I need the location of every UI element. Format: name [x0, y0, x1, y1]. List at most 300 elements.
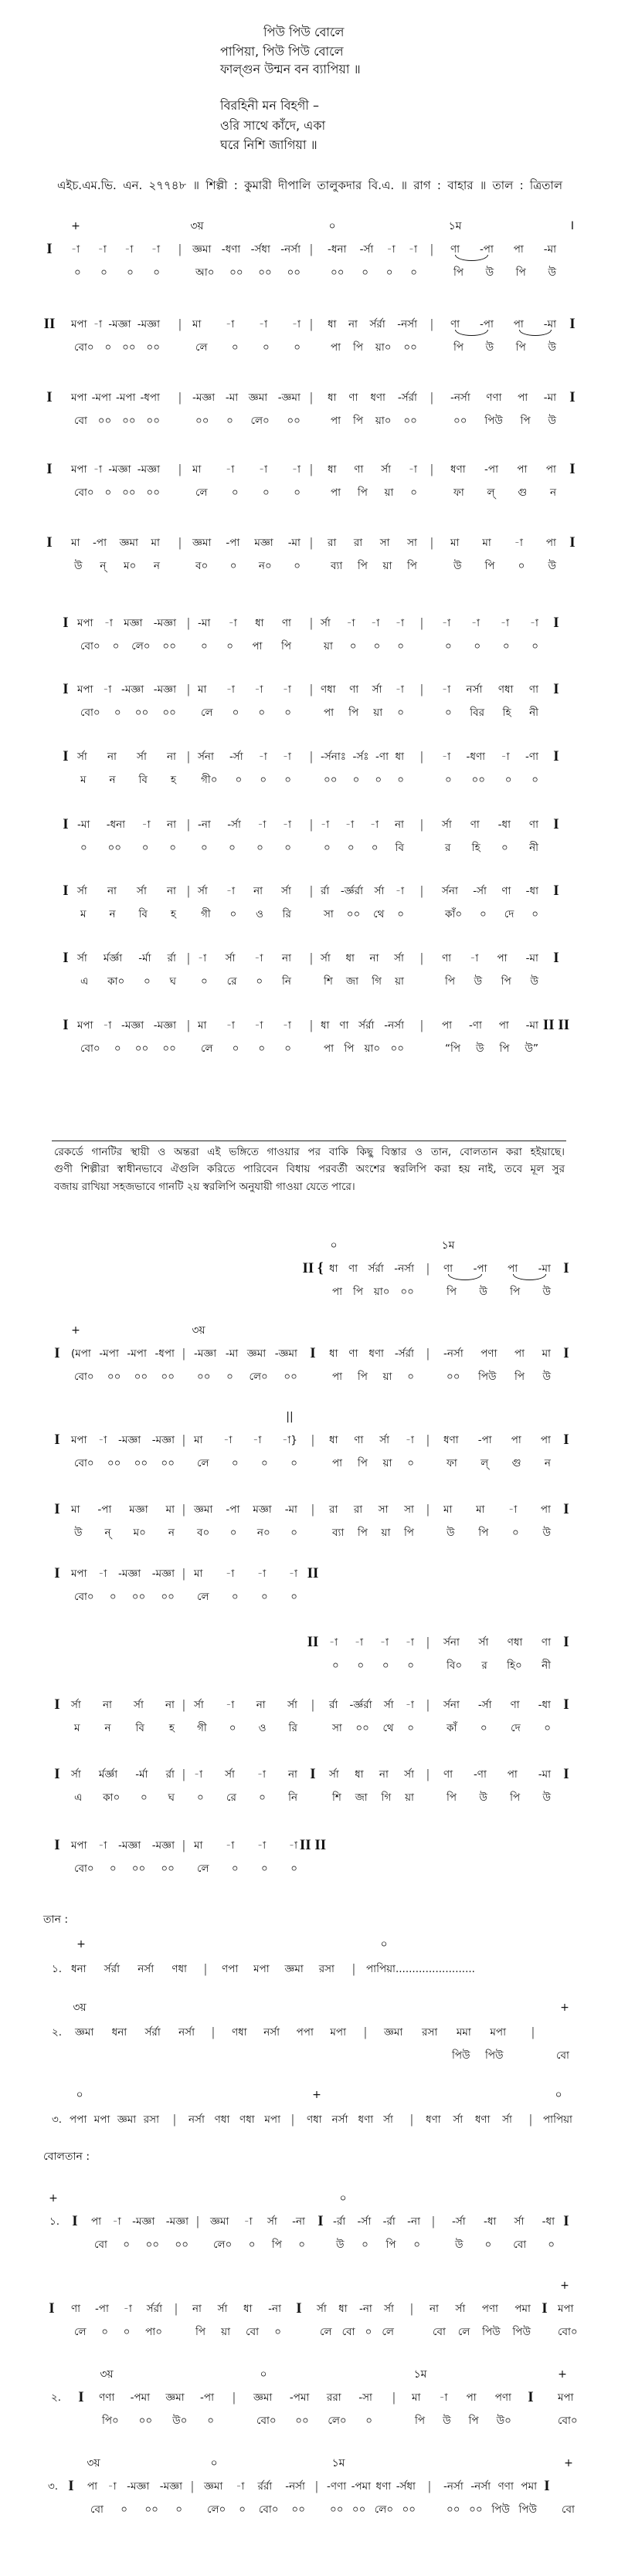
lyric-syllable: পি	[352, 415, 363, 427]
note: -র্রা	[382, 2215, 396, 2228]
section-bar: I	[569, 534, 576, 551]
lyric-syllable: পা	[332, 1457, 343, 1469]
note: -া	[236, 2480, 245, 2493]
lyric-syllable: ০০	[390, 1042, 404, 1055]
lyric-syllable: ০	[397, 707, 404, 719]
lyric-syllable: ০০	[471, 774, 486, 786]
song-lyric-line: ফাল্গুন উন্মন বন ব্যাপিয়া ॥	[220, 62, 361, 76]
beat-divider: |	[178, 390, 182, 405]
section-bar: I	[528, 2389, 534, 2405]
lyric-syllable: পি	[510, 1286, 521, 1298]
lyric-syllable: ০	[263, 341, 270, 354]
lyric-syllable: পিউ	[452, 2049, 470, 2062]
lyric-syllable: রে	[226, 975, 237, 988]
note-group	[329, 1501, 414, 1518]
note: -া	[386, 243, 396, 256]
note: -মজ্ঞা	[117, 1434, 141, 1446]
beat-divider: |	[310, 462, 313, 476]
note: ধা	[338, 2303, 348, 2315]
note-group	[198, 681, 291, 698]
note: -মপা	[116, 391, 136, 404]
lyric-syllable: হি	[502, 707, 511, 719]
note: -া	[282, 819, 291, 831]
lyric-syllable: উ	[443, 2415, 451, 2427]
note: -মজ্ঞা	[108, 463, 131, 476]
note: -া	[508, 1503, 518, 1516]
note: -মজ্ঞা	[127, 2480, 150, 2493]
note-paragraph-line: বজায় রাখিয়া সহজভাবে গানটি ২য় স্বরলিপি অনুযায়ী গাওয়া যেতে পারে।	[54, 1181, 355, 1193]
lyric-group	[201, 973, 291, 990]
note: র্সা	[77, 952, 87, 964]
note-group	[71, 534, 160, 551]
lyric-syllable: ন	[104, 1722, 111, 1734]
note-group	[204, 2478, 305, 2495]
lyric-syllable: ০০	[134, 1371, 148, 1383]
lyric-syllable: ০	[235, 774, 243, 786]
note: র্সা	[77, 751, 87, 763]
note: -র্সা	[357, 2215, 372, 2228]
lyric-syllable: উ	[548, 341, 556, 354]
lyric-syllable: য়া	[221, 2326, 231, 2338]
note: -মজ্ঞা	[151, 1434, 175, 1446]
lyric-syllable: পি	[478, 1527, 489, 1539]
note-group	[329, 1345, 414, 1362]
note: জ্ঞমা	[284, 1963, 304, 1975]
lyric-syllable: ০	[362, 266, 369, 279]
note: র্সা	[137, 751, 147, 763]
note: -া	[226, 885, 236, 897]
lyric-syllable: ০০	[134, 1042, 149, 1055]
lyric-syllable: ০	[407, 1457, 414, 1469]
note: না	[102, 1699, 112, 1711]
lyric-syllable: পি	[195, 2326, 206, 2338]
note: র্সা	[321, 952, 331, 964]
lyric-group	[445, 1040, 538, 1057]
lyric-group	[324, 704, 404, 721]
note-group	[71, 1696, 175, 1713]
note: -মজ্ঞা	[153, 617, 176, 629]
section-bar: I	[553, 883, 559, 899]
lyric-syllable: য়া	[405, 1791, 414, 1804]
note: রসা	[421, 2026, 438, 2039]
note: মপা	[71, 1839, 87, 1852]
lyric-syllable: য়া	[324, 640, 333, 652]
note: জ্ঞমা	[192, 537, 212, 549]
note: -ণা	[473, 1768, 487, 1781]
lyric-group	[80, 839, 176, 856]
beat-divider: |	[182, 1566, 185, 1581]
note: না	[282, 952, 291, 964]
lyric-syllable: ০০	[162, 707, 176, 719]
note: ধনা	[71, 1963, 87, 1975]
note: জ্ঞমা	[117, 2113, 137, 2126]
section-bar: I	[563, 1696, 569, 1713]
beat-divider: |	[432, 2214, 435, 2229]
lyric-syllable: ০০	[197, 1371, 211, 1383]
note-group	[321, 816, 404, 833]
lyric-syllable: র	[445, 842, 451, 854]
lyric-syllable: শি	[332, 1791, 341, 1804]
note: র্সা	[134, 1699, 144, 1711]
note-group	[442, 950, 538, 967]
note-group	[321, 883, 404, 900]
lyric-syllable: লে	[197, 1591, 209, 1603]
note: -র্সা	[227, 819, 241, 831]
note: -া	[226, 1019, 235, 1032]
lyric-syllable: ০	[531, 640, 538, 652]
lyric-syllable: ০	[109, 1863, 117, 1875]
note: ণণা	[486, 391, 502, 404]
note: পা	[514, 1347, 525, 1360]
lyric-group	[80, 1040, 176, 1057]
lyric-syllable: ০	[226, 415, 233, 427]
note: -নর্সা	[285, 2480, 305, 2493]
note: ধা	[355, 1768, 364, 1781]
lyric-syllable: ০	[445, 774, 452, 786]
beat-divider: |	[310, 390, 313, 405]
note: -র্মা	[135, 1768, 148, 1781]
note-group	[442, 615, 538, 632]
lyric-group	[447, 1720, 551, 1737]
note: -া	[288, 1839, 297, 1852]
section-bar: I	[54, 1432, 60, 1448]
beat-marker: ১ম	[441, 1239, 455, 1252]
lyric-syllable: ০০	[346, 908, 361, 920]
lyric-syllable: ন	[109, 774, 116, 786]
lyric-syllable: ০০	[258, 266, 272, 279]
lyric-syllable: ০	[123, 2239, 131, 2251]
note: মপা	[71, 463, 87, 476]
note-group	[99, 2389, 214, 2406]
lyric-syllable: ০	[518, 560, 525, 572]
beat-divider: |	[310, 749, 313, 764]
lyric-syllable: ০	[365, 2415, 372, 2427]
beat-marker: ০	[330, 1239, 338, 1252]
note-group	[329, 1432, 414, 1449]
lyric-group	[195, 264, 301, 281]
lyric-syllable: য়া০	[375, 415, 392, 427]
lyric-syllable: পা	[252, 640, 263, 652]
note: -া	[226, 318, 235, 330]
lyric-syllable: ০	[397, 774, 404, 786]
note: র্সনা	[443, 1636, 460, 1649]
note: -া	[395, 885, 404, 897]
lyric-group	[201, 704, 291, 721]
lyric-syllable: নি	[288, 1791, 297, 1804]
note: র্সা	[198, 885, 208, 897]
section-bar: I	[563, 1345, 569, 1361]
lyric-syllable: ০	[263, 486, 270, 499]
lyric-syllable: ০	[201, 842, 208, 854]
lyric-syllable: বির	[470, 707, 485, 719]
lyric-syllable: ম	[74, 1722, 80, 1734]
section-bar: I	[54, 1696, 60, 1713]
note: পা	[507, 1768, 518, 1781]
note-group	[91, 2213, 188, 2230]
slur-mark	[513, 1274, 547, 1280]
lyric-syllable: বো	[246, 2326, 260, 2338]
tail-lyric: বো০	[558, 2415, 578, 2427]
beat-divider: |	[187, 682, 190, 697]
lyric-group	[80, 973, 176, 990]
lyric-group	[331, 412, 417, 429]
section-bar: I	[317, 2213, 324, 2229]
lyric-syllable: ০০	[284, 1371, 297, 1383]
note: ণা	[71, 2303, 81, 2315]
lyric-syllable: উ	[530, 975, 538, 988]
note: -া	[124, 243, 134, 256]
section-bar: I	[544, 2478, 550, 2494]
lyric-syllable: ০০	[403, 415, 417, 427]
beat-marker: ৩য়	[192, 1324, 205, 1337]
lyric-syllable: ন০	[256, 1527, 270, 1539]
lyric-syllable: ন০	[258, 560, 272, 572]
lyric-group	[445, 906, 538, 923]
note: -ধণা	[221, 243, 241, 256]
lyric-group	[447, 2501, 537, 2518]
note: ধা	[255, 617, 264, 629]
note: -ধা	[525, 885, 538, 897]
note-group	[71, 1837, 175, 1854]
note: -া	[256, 1768, 267, 1781]
note-group	[443, 1634, 551, 1651]
note: -া	[257, 1568, 267, 1580]
beat-marker: +	[49, 2192, 58, 2205]
note: -ধা	[542, 2215, 555, 2228]
note: ণধা	[507, 1636, 523, 1649]
beat-divider: |	[187, 1018, 190, 1032]
lyric-syllable: লে	[457, 2326, 470, 2338]
note: না	[107, 885, 117, 897]
lyric-syllable: ০০	[138, 2415, 153, 2427]
note: -মজ্ঞা	[151, 1839, 175, 1852]
lyric-syllable: ০	[169, 842, 176, 854]
lyric-group	[201, 771, 291, 788]
lyric-syllable: নী	[529, 707, 538, 719]
beat-divider: |	[310, 317, 313, 331]
note: র্সা	[77, 885, 87, 897]
note: রা	[329, 1503, 338, 1516]
note: র্সা	[384, 2303, 394, 2315]
lyric-syllable: কা০	[107, 975, 125, 988]
note: ধা	[328, 463, 337, 476]
note: -ণা	[375, 751, 389, 763]
lyric-syllable: ০	[239, 2503, 246, 2516]
lyric-syllable: ০	[231, 1591, 239, 1603]
lyric-syllable: উ	[542, 1527, 551, 1539]
note: জ্ঞমা	[253, 2391, 273, 2404]
note: মা	[476, 1503, 485, 1516]
note: সা	[407, 537, 417, 549]
note: র্সা	[502, 2113, 512, 2126]
lyric-syllable: উ	[447, 1527, 455, 1539]
note: মা	[412, 2391, 421, 2404]
note: -া	[259, 463, 268, 476]
note: -া	[500, 617, 510, 629]
note: -া	[470, 952, 479, 964]
note-group	[71, 1345, 175, 1362]
song-lyric-line: ঘরে নিশি জাগিয়া ॥	[220, 137, 317, 152]
lyric-group	[195, 2323, 281, 2340]
lyric-group	[445, 704, 538, 721]
note-group	[194, 1837, 297, 1854]
note: -া	[439, 2391, 448, 2404]
lyric-syllable: এ	[74, 1791, 83, 1804]
lyric-syllable: বো০	[80, 707, 100, 719]
note: -া	[258, 751, 267, 763]
section-bar: I	[553, 681, 559, 697]
lyric-syllable: বো০	[74, 1863, 94, 1875]
note: না	[192, 2303, 202, 2315]
note: -ধা	[538, 1699, 551, 1711]
beat-divider: |	[531, 2025, 535, 2039]
note: পা	[513, 318, 524, 330]
note: -মজ্ঞা	[192, 391, 216, 404]
beat-divider: |	[187, 615, 190, 630]
note: সা	[404, 1503, 414, 1516]
note: মপা	[330, 2026, 346, 2039]
note-group	[232, 2024, 346, 2041]
lyric-syllable: “পি	[445, 1042, 461, 1055]
lyric-syllable: ০০	[291, 2503, 305, 2516]
note: না	[167, 751, 176, 763]
lyric-syllable: ০	[231, 486, 239, 499]
note-group	[307, 2111, 393, 2128]
beat-marker: ০	[260, 2368, 267, 2381]
lyric-syllable: উ	[542, 1286, 551, 1298]
note-group	[192, 2300, 281, 2317]
lyric-syllable: ০	[229, 560, 237, 572]
note: র্সা	[137, 885, 147, 897]
lyric-syllable: ০০	[146, 415, 160, 427]
lyric-syllable: কা০	[103, 1791, 121, 1804]
lyric-group	[455, 2236, 555, 2253]
lyric-syllable: পা০	[145, 2326, 162, 2338]
beat-divider: |	[178, 462, 182, 476]
note: পা	[466, 2391, 477, 2404]
lyric-syllable: লে০	[250, 415, 270, 427]
note: -ধপা	[154, 1347, 175, 1360]
note: ধা	[328, 318, 337, 330]
lyric-syllable: ০	[480, 1722, 487, 1734]
note: ণা	[354, 1434, 364, 1446]
beat-divider: |	[173, 2112, 176, 2127]
beat-divider: |	[182, 1838, 185, 1852]
note: ণা	[348, 391, 358, 404]
note: -ধপা	[140, 391, 160, 404]
note: ধণা	[358, 2113, 374, 2126]
note: -মজ্ঞা	[159, 2480, 182, 2493]
lyric-group	[447, 1283, 551, 1300]
note: না	[288, 1768, 297, 1781]
lyric-syllable: দে	[511, 1722, 521, 1734]
note: র্সা	[453, 2113, 464, 2126]
note: -া	[226, 1699, 235, 1711]
section-bar: I	[563, 2213, 569, 2229]
note-group	[194, 1565, 297, 1582]
note: -র্জ্ঞর্রা	[349, 1699, 372, 1711]
note: -া	[291, 463, 301, 476]
note: ধণা	[370, 391, 385, 404]
lyric-syllable: হি০	[507, 1659, 522, 1672]
lyric-syllable: উ	[476, 1042, 484, 1055]
lyric-syllable: ০	[445, 707, 452, 719]
section-bar: I	[563, 1634, 569, 1650]
lyric-syllable: বো০	[80, 640, 100, 652]
lyric-syllable: ০০	[107, 842, 122, 854]
note: -মজ্ঞা	[137, 463, 160, 476]
note-group	[328, 241, 417, 258]
note-group	[71, 316, 160, 333]
lyric-syllable: ০০	[229, 266, 243, 279]
note: পা	[511, 1434, 521, 1446]
note: -পা	[97, 1503, 112, 1516]
lyric-syllable: ০	[100, 266, 107, 279]
note: জ্ঞমা	[246, 1347, 267, 1360]
lyric-syllable: ০	[231, 341, 239, 354]
note-group	[222, 1961, 334, 1978]
note: -ধণা	[466, 751, 486, 763]
lyric-syllable: ০০	[324, 774, 338, 786]
lyric-group	[445, 839, 538, 856]
record-info: এইচ.এম.ভি. এন. ২৭৭৪৮ ॥ শিল্পী : কুমারী দীপালি তালুকদার বি.এ. ॥ রাগ : বাহার ॥ তাল : ত্রিতাল	[57, 178, 562, 192]
note: ধা	[329, 1347, 338, 1360]
lyric-syllable: বি০	[447, 1659, 463, 1672]
beat-divider: |	[310, 682, 313, 697]
beat-divider: |	[430, 317, 433, 331]
lyric-syllable: ০০	[402, 2503, 416, 2516]
lyric-syllable: ০	[324, 842, 331, 854]
note: -মজ্ঞা	[121, 683, 144, 696]
note: ধণা	[426, 2113, 441, 2126]
note: মপা	[71, 391, 87, 404]
note-group	[188, 2111, 280, 2128]
taan-number: ২.	[52, 2026, 63, 2039]
lyric-syllable: হ	[170, 908, 176, 920]
lyric-group	[195, 412, 301, 429]
note: জ্ঞমা	[194, 1503, 213, 1516]
lyric-group	[453, 412, 556, 429]
lyric-syllable: বো০	[80, 1042, 100, 1055]
note: ধণা	[474, 2113, 491, 2126]
lyric-syllable: পি	[357, 1527, 368, 1539]
note-group	[329, 1696, 414, 1713]
note-group	[198, 615, 291, 632]
note: ধা	[345, 952, 355, 964]
lyric-group	[433, 2323, 531, 2340]
beat-divider: |	[182, 1697, 185, 1712]
note-group	[426, 2111, 512, 2128]
note: -া	[226, 683, 235, 696]
lyric-syllable: ঘ	[168, 1791, 175, 1804]
lyric-syllable: পি	[352, 1286, 363, 1298]
lyric-syllable: ০০	[351, 2503, 366, 2516]
note-group	[253, 2389, 372, 2406]
lyric-syllable: পি	[445, 975, 456, 988]
lyric-group	[74, 1789, 175, 1806]
note: সা	[379, 537, 390, 549]
lyric-syllable: ০	[290, 1457, 297, 1469]
note: -জ্ঞমা	[277, 391, 301, 404]
note-group	[71, 1432, 175, 1449]
note: -পমা	[130, 2391, 151, 2404]
lyric-syllable: ০০	[453, 415, 467, 427]
lyric-syllable: ম	[80, 774, 87, 786]
lyric-syllable: ০	[74, 266, 81, 279]
lyric-syllable: ০	[504, 774, 512, 786]
note: -পমা	[289, 2391, 310, 2404]
lyric-syllable: বো০	[258, 2503, 279, 2516]
